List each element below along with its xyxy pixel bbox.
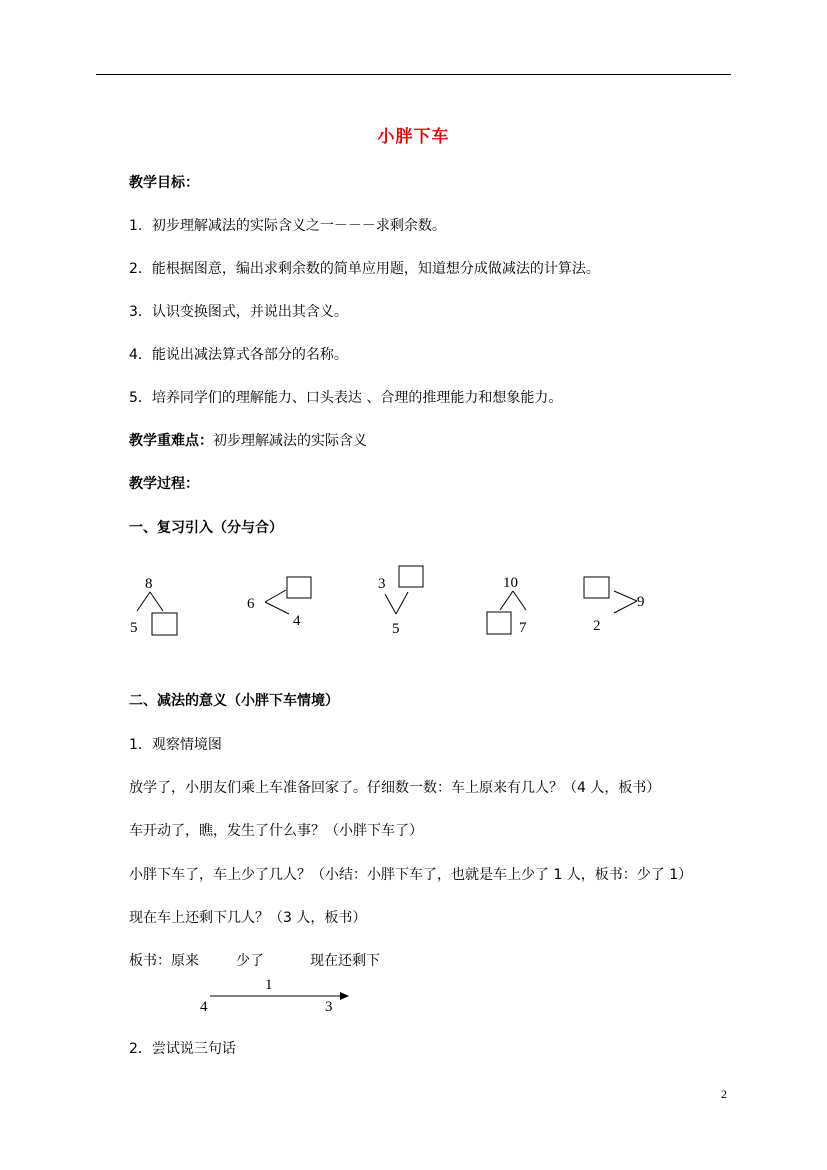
d2-upper-branch bbox=[265, 590, 286, 602]
merge-diagram-3 bbox=[378, 566, 423, 637]
key-point-label: 教学重难点： bbox=[129, 433, 213, 449]
d3-bottom-number: 5 bbox=[392, 621, 400, 637]
d5-lower-branch bbox=[614, 601, 637, 613]
d3-left-number: 3 bbox=[378, 576, 386, 592]
d4-blank-box bbox=[487, 612, 511, 634]
story-line-1: 放学了，小朋友们乘上车准备回家了。仔细数一数：车上原来有几人？（4 人，板书） bbox=[129, 780, 661, 796]
board-arrow-diagram bbox=[200, 977, 349, 1015]
board-arrow-head bbox=[340, 992, 349, 1000]
story-line-4: 现在车上还剩下几人？（3 人，板书） bbox=[129, 910, 367, 926]
d4-right-number: 7 bbox=[519, 620, 527, 636]
section2-heading: 二、减法的意义（小胖下车情境） bbox=[129, 693, 339, 709]
board-original: 原来 bbox=[171, 953, 199, 969]
process-heading: 教学过程： bbox=[129, 476, 199, 492]
board-labels-row bbox=[129, 951, 380, 971]
goal-item-3: 3．认识变换图式，并说出其含义。 bbox=[129, 304, 348, 320]
d5-part-number: 2 bbox=[593, 618, 601, 634]
goals-heading: 教学目标： bbox=[129, 175, 199, 191]
d1-left-branch bbox=[137, 592, 150, 611]
key-point-text: 初步理解减法的实际含义 bbox=[213, 433, 367, 449]
d3-right-branch bbox=[396, 592, 408, 614]
board-minus-number: 1 bbox=[265, 977, 273, 993]
d3-left-branch bbox=[385, 594, 396, 614]
d3-blank-box bbox=[399, 566, 423, 587]
split-diagram-1 bbox=[130, 576, 177, 636]
goal-item-5: 5．培养同学们的理解能力、口头表达 、合理的推理能力和想象能力。 bbox=[129, 390, 563, 406]
key-point bbox=[129, 431, 367, 451]
d4-left-branch bbox=[500, 591, 513, 610]
story-line-2: 车开动了，瞧，发生了什么事？（小胖下车了） bbox=[129, 823, 423, 839]
d5-blank-box bbox=[584, 577, 609, 598]
board-remaining: 现在还剩下 bbox=[310, 953, 380, 969]
page-number: 2 bbox=[721, 1087, 727, 1101]
board-label: 板书： bbox=[129, 953, 171, 969]
d2-lower-branch bbox=[265, 602, 289, 614]
d2-whole-number: 6 bbox=[247, 596, 255, 612]
split-diagram-4 bbox=[487, 575, 527, 636]
d2-part-number: 4 bbox=[293, 613, 301, 629]
section1-heading: 一、复习引入（分与合） bbox=[129, 520, 283, 536]
goal-item-1: 1．初步理解减法的实际含义之一－－－求剩余数。 bbox=[129, 218, 446, 234]
d2-blank-box bbox=[287, 577, 311, 598]
goal-item-2: 2．能根据图意，编出求剩余数的简单应用题，知道想分成做减法的计算法。 bbox=[129, 261, 600, 277]
d1-left-number: 5 bbox=[130, 620, 138, 636]
section2-step2: 2．尝试说三句话 bbox=[129, 1041, 236, 1057]
split-diagram-2 bbox=[247, 577, 311, 629]
merge-diagram-5 bbox=[584, 577, 645, 634]
section2-step1: 1．观察情境图 bbox=[129, 737, 222, 753]
d1-blank-box bbox=[152, 613, 177, 635]
d1-right-branch bbox=[150, 592, 163, 611]
d4-top-number: 10 bbox=[503, 575, 518, 591]
header-rule bbox=[96, 74, 731, 75]
d5-whole-number: 9 bbox=[637, 594, 645, 610]
goal-item-4: 4．能说出减法算式各部分的名称。 bbox=[129, 347, 348, 363]
d1-top-number: 8 bbox=[145, 576, 153, 592]
d4-right-branch bbox=[513, 591, 526, 610]
board-less: 少了 bbox=[236, 953, 264, 969]
page-title: 小胖下车 bbox=[377, 127, 450, 147]
board-end-number: 3 bbox=[325, 999, 333, 1015]
board-start-number: 4 bbox=[200, 999, 208, 1015]
d5-upper-branch bbox=[614, 591, 637, 601]
story-line-3: 小胖下车了，车上少了几人？（小结：小胖下车了，也就是车上少了 1 人，板书：少了 1） bbox=[129, 867, 693, 883]
